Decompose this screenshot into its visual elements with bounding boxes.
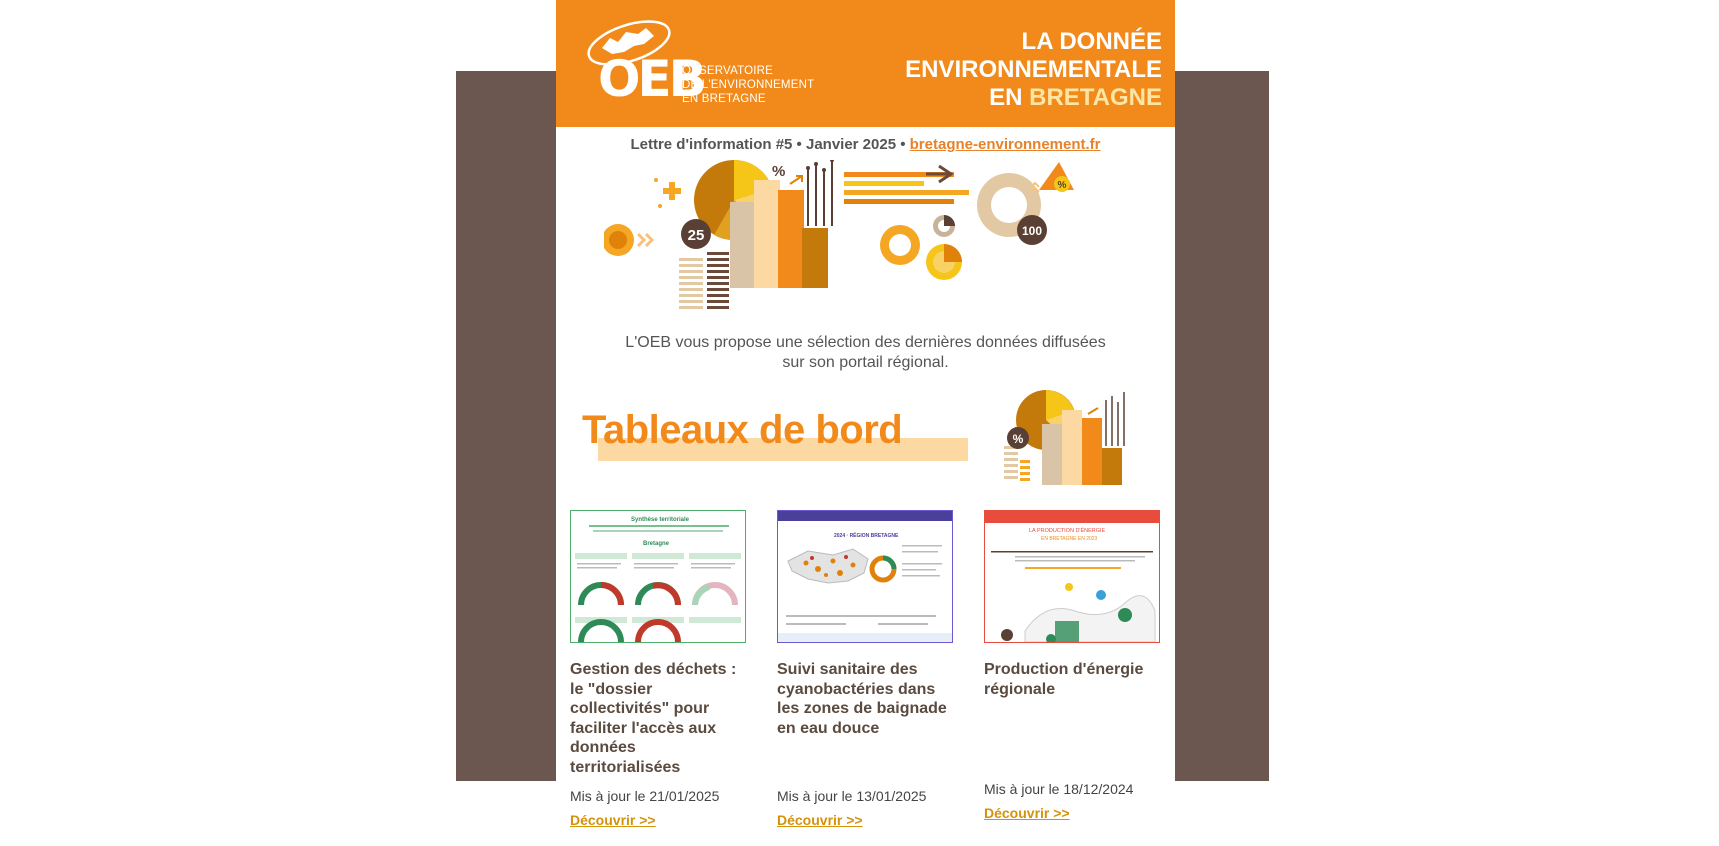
oeb-logo[interactable] <box>584 18 824 118</box>
svg-text:25: 25 <box>687 227 705 244</box>
article-thumbnail[interactable]: LA PRODUCTION D'ÉNERGIE EN BRETAGNE EN 2023 <box>984 510 1160 643</box>
newsletter-card <box>556 0 1175 846</box>
svg-text:100: 100 <box>1021 224 1043 238</box>
discover-link[interactable]: Découvrir >> <box>570 812 656 828</box>
article-card <box>984 510 1162 821</box>
newsletter-meta: Lettre d'information #5 • Janvier 2025 • bretagne-environnement.fr <box>630 136 1101 153</box>
article-title[interactable]: Suivi sanitaire des cyanobactéries dans les zones de baignade en eau douce <box>777 661 947 737</box>
article-date: Mis à jour le 13/01/2025 <box>777 788 927 804</box>
article-thumbnail[interactable]: 2024 · RÉGION BRETAGNE <box>777 510 953 643</box>
article-date: Mis à jour le 18/12/2024 <box>984 781 1134 797</box>
logo-subtitle: OBSERVATOIRE DE L'ENVIRONNEMENT EN BRETAGNE <box>682 65 815 105</box>
banner-title: LA DONNÉE ENVIRONNEMENTALE EN BRETAGNE <box>905 28 1162 111</box>
header-banner <box>556 0 1175 127</box>
article-card <box>777 510 955 828</box>
article-thumbnail[interactable]: Synthèse territoriale Bretagne <box>570 510 746 643</box>
article-title[interactable]: Production d'énergie régionale <box>984 661 1144 698</box>
discover-link[interactable]: Découvrir >> <box>777 812 863 828</box>
logo-wordmark: OEB <box>598 50 704 108</box>
portal-link[interactable]: bretagne-environnement.fr <box>909 136 1101 153</box>
svg-text:%: % <box>772 163 786 180</box>
discover-link[interactable]: Découvrir >> <box>984 805 1070 821</box>
section-title: Tableaux de bord <box>582 408 903 452</box>
intro-text: L'OEB vous propose une sélection des dernières données diffusées sur son portail régional. <box>625 334 1106 371</box>
article-card <box>570 510 748 828</box>
svg-text:%: % <box>1012 432 1024 446</box>
hero-illustration <box>604 160 1124 325</box>
article-date: Mis à jour le 21/01/2025 <box>570 788 720 804</box>
article-title[interactable]: Gestion des déchets : le "dossier collectivités" pour faciliter l'accès aux données territorialisées <box>570 661 737 776</box>
svg-text:%: % <box>1057 180 1067 191</box>
section-chart-illustration <box>996 390 1136 485</box>
